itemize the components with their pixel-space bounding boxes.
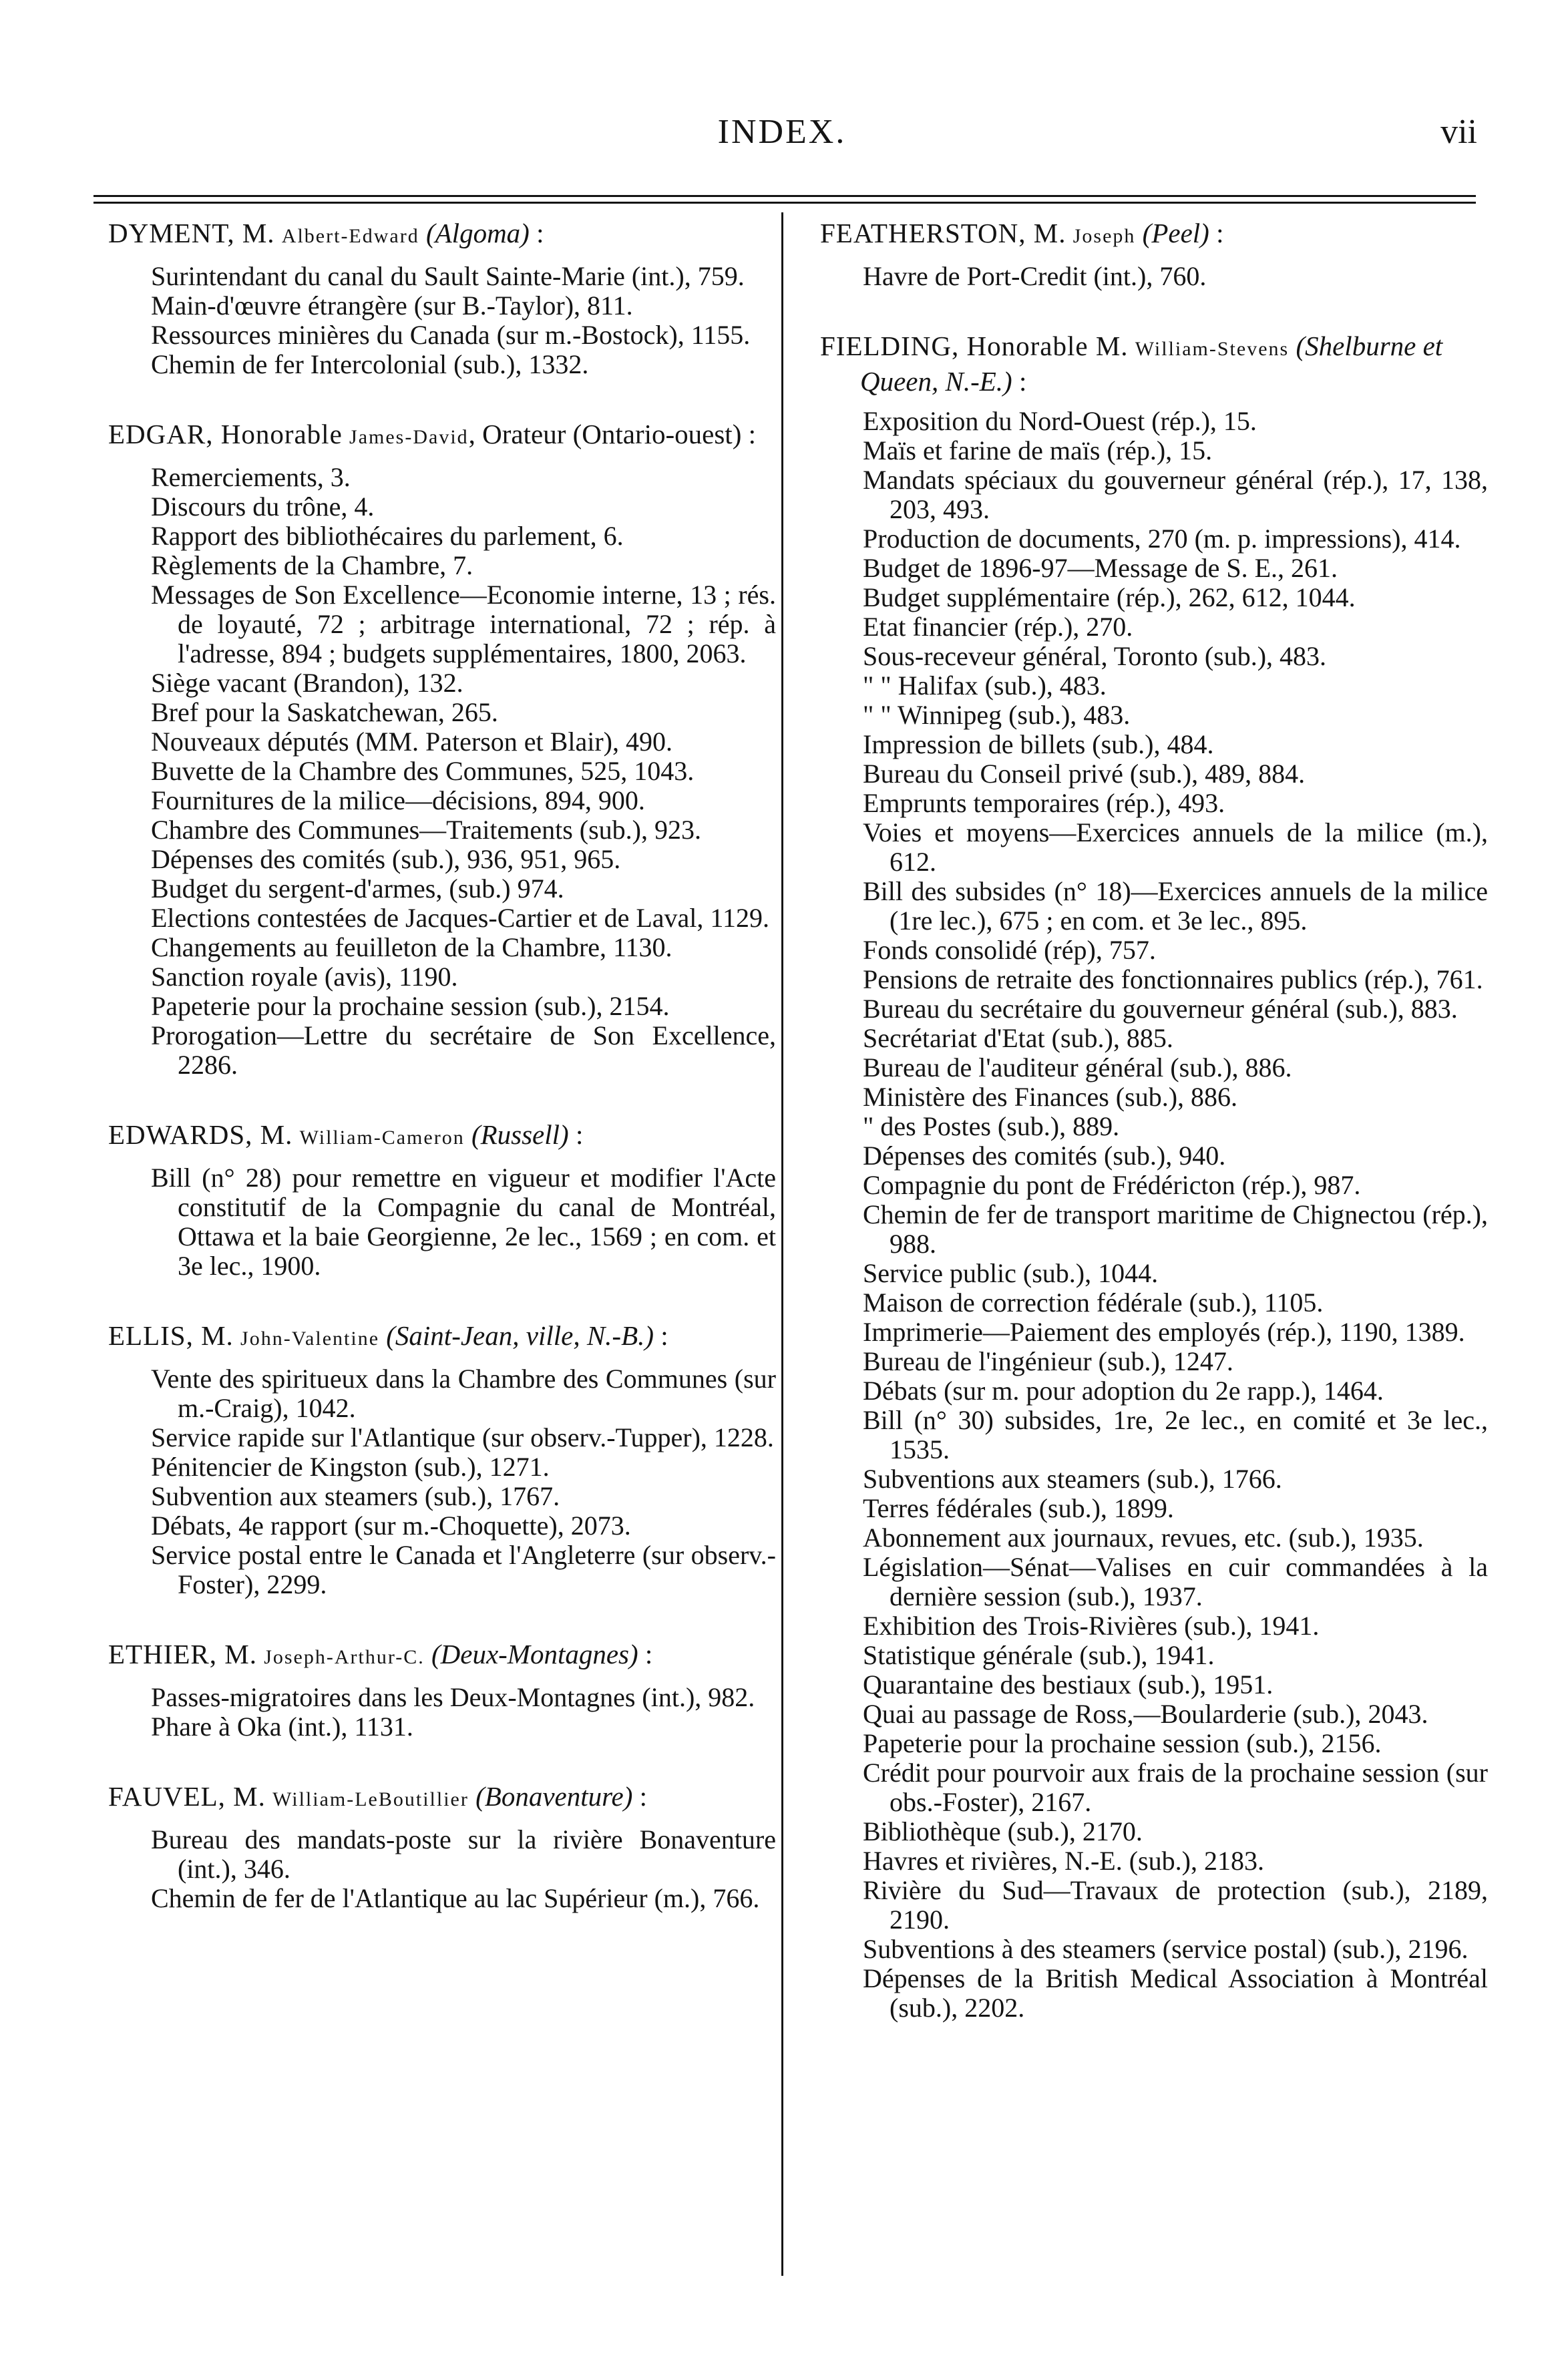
index-item: Changements au feuilleton de la Chambre, 1130.: [151, 932, 672, 962]
index-item: Maïs et farine de maïs (rép.), 15.: [863, 435, 1213, 465]
index-item: Etat financier (rép.), 270.: [863, 612, 1133, 642]
index-item: Débats (sur m. pour adoption du 2e rapp.), 1464.: [863, 1376, 1384, 1406]
index-item: Mandats spéciaux du gouverneur général (rép.), 17, 138, 203, 493.: [863, 465, 1488, 524]
index-item: Pénitencier de Kingston (sub.), 1271.: [151, 1452, 550, 1482]
index-item: Exhibition des Trois-Rivières (sub.), 1941.: [863, 1611, 1320, 1641]
index-item: Sanction royale (avis), 1190.: [151, 962, 458, 992]
member-forename: John-Valentine: [240, 1328, 380, 1350]
index-entry: [820, 217, 1488, 291]
entry-heading: [108, 1320, 776, 1355]
index-item: Quai au passage de Ross,—Boularderie (sub.), 2043.: [863, 1699, 1428, 1729]
right-column: [820, 217, 1488, 2061]
riding-name: (Bonaventure): [475, 1781, 633, 1812]
index-entry: [108, 1780, 776, 1913]
index-item: Législation—Sénat—Valises en cuir commandées à la dernière session (sub.), 1937.: [863, 1552, 1488, 1611]
index-item: Bureau des mandats-poste sur la rivière Bonaventure (int.), 346.: [151, 1824, 776, 1884]
index-item: Subventions aux steamers (sub.), 1766.: [863, 1464, 1282, 1494]
entry-heading: [820, 217, 1488, 252]
index-item: Discours du trône, 4.: [151, 491, 375, 522]
index-item: Bill (n° 30) subsides, 1re, 2e lec., en comité et 3e lec., 1535.: [863, 1405, 1488, 1464]
heading-suffix: :: [638, 1639, 653, 1669]
index-item: Messages de Son Excellence—Economie interne, 13 ; rés. de loyauté, 72 ; arbitrage international, 72 ; rép. à l'adresse, 894 ; budgets supplémentaires, 1800, 2063.: [151, 580, 776, 668]
member-name: EDWARDS, M.: [108, 1119, 293, 1150]
index-item: Nouveaux députés (MM. Paterson et Blair), 490.: [151, 727, 672, 757]
index-item: Maison de correction fédérale (sub.), 1105.: [863, 1287, 1324, 1318]
index-entry: [108, 1638, 776, 1742]
index-item: Dépenses de la British Medical Association à Montréal (sub.), 2202.: [863, 1963, 1488, 2023]
index-item: Bibliothèque (sub.), 2170.: [863, 1816, 1143, 1846]
index-item: Elections contestées de Jacques-Cartier et de Laval, 1129.: [151, 903, 769, 933]
heading-suffix: :: [568, 1119, 584, 1150]
index-item: Rivière du Sud—Travaux de protection (sub.), 2189, 2190.: [863, 1875, 1488, 1935]
index-item: Service public (sub.), 1044.: [863, 1258, 1159, 1288]
heading-suffix: :: [654, 1320, 668, 1351]
index-item: Papeterie pour la prochaine session (sub.), 2154.: [151, 991, 670, 1021]
riding-name: (Shelburne et Queen, N.-E.): [860, 331, 1443, 397]
member-name: DYMENT, M.: [108, 218, 275, 248]
heading-suffix: , Orateur (Ontario-ouest) :: [468, 419, 756, 449]
index-item: Chemin de fer de transport maritime de Chignectou (rép.), 988.: [863, 1199, 1488, 1259]
index-item: Subventions à des steamers (service postal) (sub.), 2196.: [863, 1934, 1469, 1964]
member-name: FAUVEL, M.: [108, 1781, 266, 1812]
left-column: [108, 217, 776, 1952]
page-title: INDEX.: [717, 113, 847, 151]
index-item: Statistique générale (sub.), 1941.: [863, 1640, 1215, 1670]
riding-name: (Peel): [1142, 218, 1209, 248]
index-entry: [108, 1320, 776, 1599]
member-forename: Albert-Edward: [281, 225, 419, 247]
index-item: " " Halifax (sub.), 483.: [863, 670, 1107, 701]
riding-name: (Deux-Montagnes): [431, 1639, 638, 1669]
index-item: Quarantaine des bestiaux (sub.), 1951.: [863, 1669, 1274, 1700]
index-item: Phare à Oka (int.), 1131.: [151, 1712, 413, 1742]
index-entry: [108, 217, 776, 379]
index-item: Papeterie pour la prochaine session (sub.), 2156.: [863, 1728, 1382, 1758]
member-forename: James-David: [349, 426, 469, 448]
member-name: FIELDING, Honorable M.: [820, 331, 1129, 361]
index-item: Terres fédérales (sub.), 1899.: [863, 1493, 1174, 1523]
index-item: Bill (n° 28) pour remettre en vigueur et modifier l'Acte constitutif de la Compagnie du canal de Montréal, Ottawa et la baie Georgienne, 2e lec., 1569 ; en com. et 3e lec., 1900.: [151, 1163, 776, 1281]
riding-name: (Saint-Jean, ville, N.-B.): [386, 1320, 654, 1351]
entry-heading: [108, 217, 776, 252]
member-forename: William-LeBoutillier: [272, 1788, 469, 1810]
index-item: Budget de 1896-97—Message de S. E., 261.: [863, 553, 1338, 583]
index-item: Bureau du Conseil privé (sub.), 489, 884.: [863, 759, 1306, 789]
index-item: Dépenses des comités (sub.), 940.: [863, 1141, 1226, 1171]
riding-name: (Algoma): [425, 218, 530, 248]
index-item: Service postal entre le Canada et l'Angleterre (sur observ.-Foster), 2299.: [151, 1540, 776, 1599]
header-rule: [93, 202, 1476, 204]
index-item: Bill des subsides (n° 18)—Exercices annuels de la milice (1re lec.), 675 ; en com. et 3e lec., 895.: [863, 876, 1488, 936]
member-forename: William-Stevens: [1135, 338, 1290, 360]
heading-suffix: :: [1209, 218, 1224, 248]
entry-heading: [820, 330, 1488, 397]
index-item: Prorogation—Lettre du secrétaire de Son Excellence, 2286.: [151, 1020, 776, 1080]
entry-heading: [108, 1638, 776, 1673]
index-item: Siège vacant (Brandon), 132.: [151, 668, 463, 698]
index-item: Chambre des Communes—Traitements (sub.), 923.: [151, 815, 702, 845]
index-item: Rapport des bibliothécaires du parlement, 6.: [151, 521, 624, 551]
index-item: Bureau de l'auditeur général (sub.), 886.: [863, 1052, 1292, 1082]
heading-suffix: :: [529, 218, 544, 248]
index-item: Fournitures de la milice—décisions, 894, 900.: [151, 785, 645, 815]
page-number: vii: [1440, 113, 1477, 151]
member-name: ETHIER, M.: [108, 1639, 257, 1669]
entry-heading: [108, 1119, 776, 1154]
heading-suffix: :: [1012, 366, 1027, 397]
member-forename: Joseph-Arthur-C.: [264, 1646, 425, 1668]
index-item: Subvention aux steamers (sub.), 1767.: [151, 1481, 560, 1511]
index-item: Pensions de retraite des fonctionnaires publics (rép.), 761.: [863, 964, 1483, 994]
index-item: " des Postes (sub.), 889.: [863, 1111, 1120, 1141]
index-item: Main-d'œuvre étrangère (sur B.-Taylor), 811.: [151, 290, 633, 321]
index-item: Chemin de fer de l'Atlantique au lac Supérieur (m.), 766.: [151, 1883, 760, 1913]
index-item: Débats, 4e rapport (sur m.-Choquette), 2073.: [151, 1511, 631, 1541]
index-item: Chemin de fer Intercolonial (sub.), 1332.: [151, 349, 589, 379]
index-entry: [108, 418, 776, 1080]
index-item: Ressources minières du Canada (sur m.-Bostock), 1155.: [151, 320, 751, 350]
index-item: " " Winnipeg (sub.), 483.: [863, 700, 1131, 730]
index-item: Fonds consolidé (rép), 757.: [863, 935, 1156, 965]
index-item: Budget supplémentaire (rép.), 262, 612, 1044.: [863, 582, 1356, 612]
index-item: Crédit pour pourvoir aux frais de la prochaine session (sur obs.-Foster), 2167.: [863, 1758, 1488, 1817]
header-rule: [93, 195, 1476, 197]
index-item: Bref pour la Saskatchewan, 265.: [151, 697, 498, 727]
member-forename: William-Cameron: [299, 1127, 465, 1149]
riding-name: (Russell): [471, 1119, 569, 1150]
index-item: Impression de billets (sub.), 484.: [863, 729, 1214, 759]
index-item: Emprunts temporaires (rép.), 493.: [863, 788, 1225, 818]
member-name: FEATHERSTON, M.: [820, 218, 1066, 248]
index-item: Abonnement aux journaux, revues, etc. (sub.), 1935.: [863, 1523, 1424, 1553]
index-item: Compagnie du pont de Frédéricton (rép.), 987.: [863, 1170, 1361, 1200]
index-item: Passes-migratoires dans les Deux-Montagnes (int.), 982.: [151, 1682, 755, 1712]
index-item: Imprimerie—Paiement des employés (rép.), 1190, 1389.: [863, 1317, 1465, 1347]
index-item: Exposition du Nord-Ouest (rép.), 15.: [863, 406, 1257, 436]
index-item: Production de documents, 270 (m. p. impressions), 414.: [863, 524, 1461, 554]
member-name: EDGAR, Honorable: [108, 419, 343, 449]
index-item: Budget du sergent-d'armes, (sub.) 974.: [151, 873, 564, 904]
index-entry: [108, 1119, 776, 1281]
heading-suffix: :: [632, 1781, 648, 1812]
entry-heading: [108, 1780, 776, 1816]
index-item: Bureau de l'ingénieur (sub.), 1247.: [863, 1346, 1233, 1376]
index-item: Remerciements, 3.: [151, 462, 351, 492]
index-item: Règlements de la Chambre, 7.: [151, 550, 473, 580]
column-divider: [781, 212, 783, 2276]
index-item: Buvette de la Chambre des Communes, 525, 1043.: [151, 756, 695, 786]
index-item: Havre de Port-Credit (int.), 760.: [863, 261, 1207, 291]
index-item: Vente des spiritueux dans la Chambre des Communes (sur m.-Craig), 1042.: [151, 1364, 776, 1423]
index-item: Sous-receveur général, Toronto (sub.), 483.: [863, 641, 1327, 671]
page-header: [0, 0, 1564, 187]
entry-heading: [108, 418, 776, 453]
index-item: Havres et rivières, N.-E. (sub.), 2183.: [863, 1846, 1264, 1876]
index-item: Bureau du secrétaire du gouverneur général (sub.), 883.: [863, 994, 1458, 1024]
member-name: ELLIS, M.: [108, 1320, 234, 1351]
index-item: Service rapide sur l'Atlantique (sur observ.-Tupper), 1228.: [151, 1422, 774, 1452]
index-entry: [820, 330, 1488, 2023]
index-item: Dépenses des comités (sub.), 936, 951, 965.: [151, 844, 621, 874]
member-forename: Joseph: [1072, 225, 1136, 247]
index-item: Voies et moyens—Exercices annuels de la milice (m.), 612.: [863, 817, 1488, 877]
index-item: Ministère des Finances (sub.), 886.: [863, 1082, 1238, 1112]
index-item: Secrétariat d'Etat (sub.), 885.: [863, 1023, 1173, 1053]
index-item: Surintendant du canal du Sault Sainte-Marie (int.), 759.: [151, 261, 745, 291]
